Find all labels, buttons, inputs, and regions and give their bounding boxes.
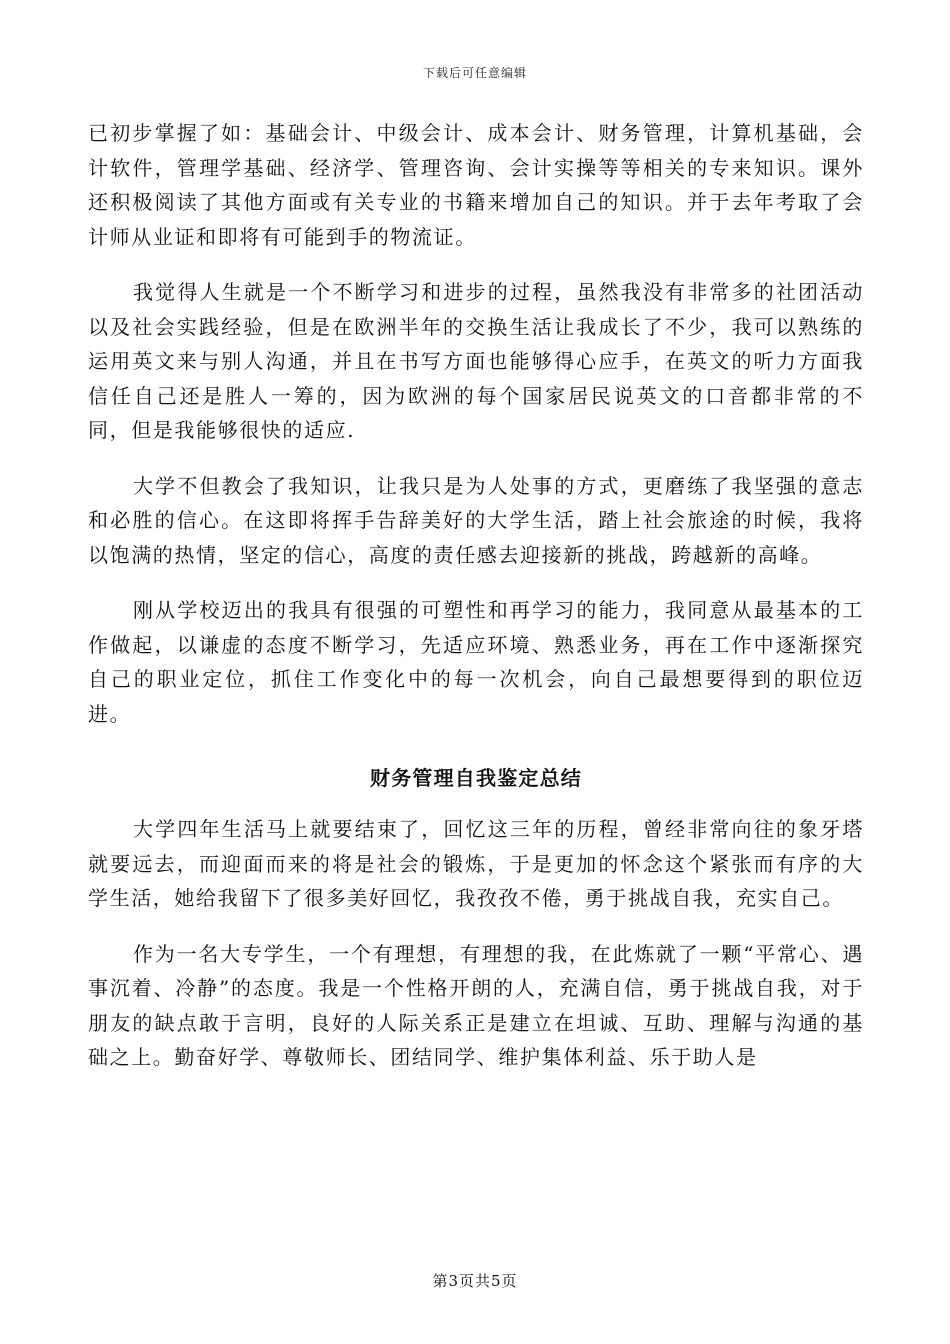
- section-title: 财务管理自我鉴定总结: [370, 766, 582, 790]
- paragraph-knowledge: 已初步掌握了如：基础会计、中级会计、成本会计、财务管理，计算机基础，会计软件，管理学基础、经济学、管理咨询、会计实操等等相关的专来知识。课外还积极阅读了其他方面或有关专业的书籍来增加自己的知识。并于去年考取了会计师从业证和即将有可能到手的物流证。: [88, 121, 864, 249]
- page-number: 第3页共5页: [432, 1272, 518, 1290]
- paragraph-career-start: 刚从学校迈出的我具有很强的可塑性和再学习的能力，我同意从最基本的工作做起，以谦虚的态度不断学习，先适应环境、熟悉业务，再在工作中逐渐探究自己的职业定位，抓住工作变化中的每一次机会，向自己最想要得到的职位迈进。: [88, 598, 864, 726]
- paragraph-university-lessons: 大学不但教会了我知识，让我只是为人处事的方式，更磨练了我坚强的意志和必胜的信心。在这即将挥手告辞美好的大学生活，踏上社会旅途的时候，我将以饱满的热情，坚定的信心，高度的责任感去迎接新的挑战，跨越新的高峰。: [88, 473, 864, 567]
- paragraph-personality: 作为一名大专学生，一个有理想，有理想的我，在此炼就了一颗“平常心、遇事沉着、冷静”的态度。我是一个性格开朗的人，充满自信，勇于挑战自我，对于朋友的缺点敢于言明，良好的人际关系正是建立在坦诚、互助、理解与沟通的基础之上。勤奋好学、尊敬师长、团结同学、维护集体利益、乐于助人是: [88, 941, 864, 1069]
- page-header: 下载后可任意编辑: [422, 66, 527, 80]
- paragraph-four-years: 大学四年生活马上就要结束了，回忆这三年的历程，曾经非常向往的象牙塔就要远去，而迎面而来的将是社会的锻炼，于是更加的怀念这个紧张而有序的大学生活，她给我留下了很多美好回忆，我孜孜不倦，勇于挑战自我，充实自己。: [88, 817, 864, 910]
- document-body: [88, 116, 864, 1096]
- paragraph-learning-process: 我觉得人生就是一个不断学习和进步的过程，虽然我没有非常多的社团活动以及社会实践经验，但是在欧洲半年的交换生活让我成长了不少，我可以熟练的运用英文来与别人沟通，并且在书写方面也能够得心应手，在英文的听力方面我信任自己还是胜人一筹的，因为欧洲的每个国家居民说英文的口音都非常的不同，但是我能够很快的适应.: [88, 280, 864, 442]
